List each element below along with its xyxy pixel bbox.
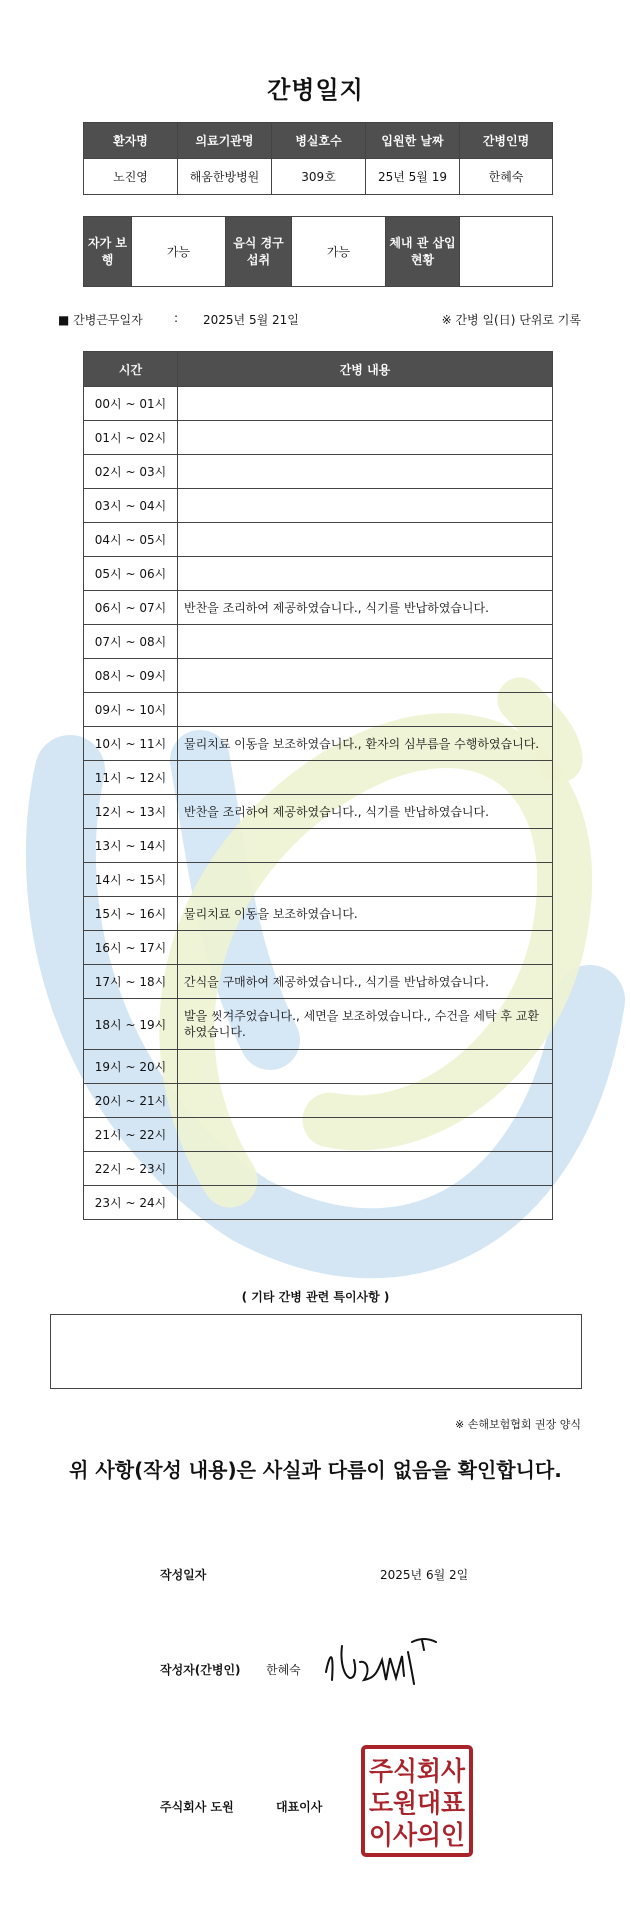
log-time-cell: 16시 ~ 17시 (84, 931, 178, 965)
writer-name: 한혜숙 (266, 1663, 301, 1677)
seal-line-3: 이사의인 (369, 1821, 470, 1851)
log-row (84, 591, 553, 625)
log-row (84, 1118, 553, 1152)
room-number: 309호 (272, 159, 366, 195)
self-walk-value: 가능 (132, 217, 226, 287)
log-row (84, 863, 553, 897)
log-content-cell (178, 829, 553, 863)
header-room: 병실호수 (272, 123, 366, 159)
log-time-cell: 00시 ~ 01시 (84, 387, 178, 421)
log-row (84, 659, 553, 693)
log-content-cell (178, 659, 553, 693)
log-time-cell: 01시 ~ 02시 (84, 421, 178, 455)
caregiver-name: 한혜숙 (460, 159, 553, 195)
log-row (84, 523, 553, 557)
header-care-content: 간병 내용 (178, 352, 553, 387)
log-row (84, 387, 553, 421)
log-row (84, 625, 553, 659)
log-content-cell (178, 693, 553, 727)
log-content-cell (178, 1084, 553, 1118)
log-time-cell: 20시 ~ 21시 (84, 1084, 178, 1118)
log-time-cell: 23시 ~ 24시 (84, 1186, 178, 1220)
log-row (84, 761, 553, 795)
confirmation-statement: 위 사항(작성 내용)은 사실과 다름이 없음을 확인합니다. (69, 1458, 562, 1482)
log-content-cell (178, 625, 553, 659)
log-content-cell: 물리치료 이동을 보조하였습니다. (178, 897, 553, 931)
header-admission-date: 입원한 날짜 (366, 123, 460, 159)
log-row (84, 727, 553, 761)
log-row (84, 1084, 553, 1118)
log-row (84, 1050, 553, 1084)
log-row (84, 795, 553, 829)
oral-intake-value: 가능 (292, 217, 386, 287)
log-time-cell: 15시 ~ 16시 (84, 897, 178, 931)
log-time-cell: 18시 ~ 19시 (84, 999, 178, 1050)
remarks-title: ( 기타 간병 관련 특이사항 ) (241, 1290, 390, 1304)
tube-status-label: 체내 관 삽입 현황 (386, 217, 460, 287)
header-patient-name: 환자명 (84, 123, 178, 159)
log-time-cell: 13시 ~ 14시 (84, 829, 178, 863)
seal-line-1: 주식회사 (369, 1757, 470, 1787)
log-row (84, 897, 553, 931)
log-content-cell (178, 523, 553, 557)
log-row (84, 693, 553, 727)
log-time-cell: 12시 ~ 13시 (84, 795, 178, 829)
log-row (84, 829, 553, 863)
log-content-cell (178, 1118, 553, 1152)
log-time-cell: 19시 ~ 20시 (84, 1050, 178, 1084)
company-seal (360, 1744, 474, 1858)
form-source-note: ※ 손해보험협회 권장 양식 (455, 1418, 581, 1431)
log-content-cell (178, 1152, 553, 1186)
patient-info-table (83, 122, 553, 195)
date-written-value: 2025년 6월 2일 (380, 1568, 469, 1582)
log-content-cell (178, 455, 553, 489)
log-content-cell (178, 557, 553, 591)
work-date-value: 2025년 5월 21일 (203, 313, 299, 327)
work-date-colon: : (174, 311, 179, 325)
log-row (84, 455, 553, 489)
log-content-cell: 발을 씻겨주었습니다., 세면을 보조하였습니다., 수건을 세탁 후 교환하였습니다. (178, 999, 553, 1050)
log-time-cell: 07시 ~ 08시 (84, 625, 178, 659)
log-row (84, 1186, 553, 1220)
patient-status-table (83, 216, 553, 287)
log-content-cell: 반찬을 조리하여 제공하였습니다., 식기를 반납하였습니다. (178, 795, 553, 829)
log-row (84, 489, 553, 523)
log-time-cell: 14시 ~ 15시 (84, 863, 178, 897)
log-time-cell: 22시 ~ 23시 (84, 1152, 178, 1186)
log-row (84, 931, 553, 965)
company-name: 주식회사 도원 (160, 1800, 234, 1814)
log-content-cell (178, 863, 553, 897)
date-written-label: 작성일자 (160, 1568, 207, 1582)
writer-label: 작성자(간병인) (160, 1663, 241, 1677)
admission-date: 25년 5월 19 (366, 159, 460, 195)
work-date-label: ■ 간병근무일자 (58, 313, 143, 327)
header-time: 시간 (84, 352, 178, 387)
log-row (84, 557, 553, 591)
log-time-cell: 04시 ~ 05시 (84, 523, 178, 557)
log-content-cell (178, 387, 553, 421)
log-content-cell (178, 931, 553, 965)
log-content-cell: 간식을 구매하여 제공하였습니다., 식기를 반납하였습니다. (178, 965, 553, 999)
hourly-care-log (83, 351, 553, 1220)
log-time-cell: 02시 ~ 03시 (84, 455, 178, 489)
remarks-box (50, 1314, 582, 1389)
log-time-cell: 03시 ~ 04시 (84, 489, 178, 523)
signature-image (320, 1632, 450, 1692)
log-time-cell: 08시 ~ 09시 (84, 659, 178, 693)
log-content-cell (178, 1050, 553, 1084)
log-content-cell: 반찬을 조리하여 제공하였습니다., 식기를 반납하였습니다. (178, 591, 553, 625)
log-time-cell: 05시 ~ 06시 (84, 557, 178, 591)
tube-status-value (460, 217, 553, 287)
log-content-cell (178, 1186, 553, 1220)
log-time-cell: 21시 ~ 22시 (84, 1118, 178, 1152)
header-hospital: 의료기관명 (178, 123, 272, 159)
patient-name: 노진영 (84, 159, 178, 195)
oral-intake-label: 음식 경구 섭취 (226, 217, 292, 287)
log-content-cell: 물리치료 이동을 보조하였습니다., 환자의 심부름을 수행하였습니다. (178, 727, 553, 761)
self-walk-label: 자가 보행 (84, 217, 132, 287)
hospital-name: 해움한방병원 (178, 159, 272, 195)
page-title: 간병일지 (267, 76, 364, 104)
log-row (84, 1152, 553, 1186)
log-time-cell: 11시 ~ 12시 (84, 761, 178, 795)
log-time-cell: 09시 ~ 10시 (84, 693, 178, 727)
log-row (84, 965, 553, 999)
seal-line-2: 도원대표 (369, 1789, 470, 1819)
log-row (84, 999, 553, 1050)
log-row (84, 421, 553, 455)
log-content-cell (178, 761, 553, 795)
log-time-cell: 17시 ~ 18시 (84, 965, 178, 999)
header-caregiver: 간병인명 (460, 123, 553, 159)
ceo-label: 대표이사 (276, 1800, 323, 1814)
log-time-cell: 10시 ~ 11시 (84, 727, 178, 761)
log-content-cell (178, 421, 553, 455)
log-time-cell: 06시 ~ 07시 (84, 591, 178, 625)
record-unit-note: ※ 간병 일(日) 단위로 기록 (441, 313, 581, 327)
log-content-cell (178, 489, 553, 523)
